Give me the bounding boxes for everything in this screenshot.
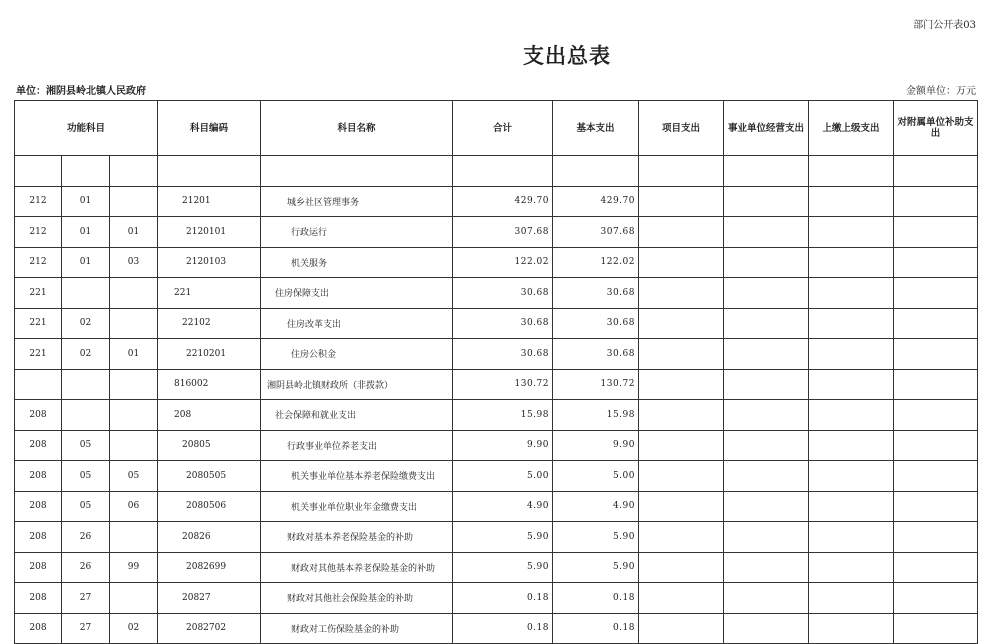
cell-function-item: 05 <box>62 430 110 461</box>
cell-project <box>639 217 724 248</box>
cell-upper <box>809 247 894 278</box>
cell-function-class: 221 <box>15 308 62 339</box>
cell-subsidy <box>894 308 978 339</box>
cell-subject-code: 21201 <box>158 186 261 217</box>
cell-subject-code: 20826 <box>158 522 261 553</box>
cell-upper <box>809 308 894 339</box>
cell-basic: 30.68 <box>553 278 639 309</box>
cell-function-subitem <box>110 522 158 553</box>
cell-business <box>724 583 809 614</box>
cell-total: 4.90 <box>453 491 553 522</box>
cell-upper <box>809 613 894 644</box>
header-total: 合计 <box>453 101 553 156</box>
cell-function-subitem: 01 <box>110 217 158 248</box>
cell-function-subitem: 05 <box>110 461 158 492</box>
cell-business <box>724 491 809 522</box>
header-business: 事业单位经营支出 <box>724 101 809 156</box>
cell-subsidy <box>894 186 978 217</box>
unit-label: 单位：湘阴县岭北镇人民政府 <box>16 86 146 97</box>
cell-business <box>724 552 809 583</box>
cell-function-class: 208 <box>15 430 62 461</box>
cell-subject-name: 机关事业单位基本养老保险缴费支出 <box>261 461 453 492</box>
cell-function-item: 05 <box>62 491 110 522</box>
cell-project <box>639 461 724 492</box>
cell-function-item: 26 <box>62 552 110 583</box>
cell-subsidy <box>894 278 978 309</box>
cell-subsidy <box>894 339 978 370</box>
cell-basic: 4.90 <box>553 491 639 522</box>
cell-function-class: 221 <box>15 339 62 370</box>
cell-subject-name: 财政对其他社会保险基金的补助 <box>261 583 453 614</box>
table-row <box>15 186 978 217</box>
header-subsidy: 对附属单位补助支出 <box>894 101 978 156</box>
cell-upper <box>809 430 894 461</box>
cell-subject-name: 机关服务 <box>261 247 453 278</box>
cell-subject-name: 行政运行 <box>261 217 453 248</box>
cell-project <box>639 583 724 614</box>
cell-total: 5.90 <box>453 522 553 553</box>
cell-subsidy <box>894 400 978 431</box>
cell-function-item: 26 <box>62 522 110 553</box>
cell-function-class: 208 <box>15 552 62 583</box>
cell-function-class: 221 <box>15 278 62 309</box>
cell-function-subitem <box>110 278 158 309</box>
cell-project <box>639 491 724 522</box>
cell-function-subitem <box>110 308 158 339</box>
cell-subject-code: 2210201 <box>158 339 261 370</box>
table-row <box>15 461 978 492</box>
cell-subject-code: 2080505 <box>158 461 261 492</box>
cell-upper <box>809 400 894 431</box>
header-upper: 上缴上级支出 <box>809 101 894 156</box>
cell-function-class: 212 <box>15 186 62 217</box>
header-subject-code: 科目编码 <box>158 101 261 156</box>
page-title: 支出总表 <box>523 44 611 68</box>
expenditure-table <box>14 100 978 644</box>
cell-function-class <box>15 369 62 400</box>
cell-function-item <box>62 278 110 309</box>
cell-total: 130.72 <box>453 369 553 400</box>
header-project: 项目支出 <box>639 101 724 156</box>
cell-function-item: 27 <box>62 613 110 644</box>
cell-business <box>724 247 809 278</box>
cell-basic: 307.68 <box>553 217 639 248</box>
cell-total: 5.00 <box>453 461 553 492</box>
cell-subject-code: 20827 <box>158 583 261 614</box>
header-subject-name: 科目名称 <box>261 101 453 156</box>
cell-basic: 5.90 <box>553 552 639 583</box>
cell-basic: 0.18 <box>553 583 639 614</box>
cell-subsidy <box>894 552 978 583</box>
cell-upper <box>809 583 894 614</box>
cell-function-item <box>62 369 110 400</box>
cell-subject-code: 208 <box>158 400 261 431</box>
cell-function-item <box>62 400 110 431</box>
table-row <box>15 278 978 309</box>
cell-subject-name: 财政对工伤保险基金的补助 <box>261 613 453 644</box>
cell-function-class: 212 <box>15 217 62 248</box>
cell-business <box>724 217 809 248</box>
cell-project <box>639 278 724 309</box>
cell-subject-code: 2120103 <box>158 247 261 278</box>
cell-subject-name: 机关事业单位职业年金缴费支出 <box>261 491 453 522</box>
cell-upper <box>809 217 894 248</box>
cell-subsidy <box>894 369 978 400</box>
cell-business <box>724 461 809 492</box>
cell-project <box>639 308 724 339</box>
cell-basic: 30.68 <box>553 339 639 370</box>
cell-upper <box>809 339 894 370</box>
cell-total: 0.18 <box>453 613 553 644</box>
cell-business <box>724 186 809 217</box>
cell-function-subitem <box>110 430 158 461</box>
cell-project <box>639 552 724 583</box>
cell-project <box>639 247 724 278</box>
cell-subject-code: 22102 <box>158 308 261 339</box>
cell-business <box>724 339 809 370</box>
cell-basic: 5.90 <box>553 522 639 553</box>
cell-subject-code: 2120101 <box>158 217 261 248</box>
cell-function-class: 208 <box>15 461 62 492</box>
cell-total: 307.68 <box>453 217 553 248</box>
cell-subsidy <box>894 613 978 644</box>
cell-total: 429.70 <box>453 186 553 217</box>
cell-subject-code: 2082699 <box>158 552 261 583</box>
cell-function-subitem <box>110 186 158 217</box>
cell-subject-name: 城乡社区管理事务 <box>261 186 453 217</box>
cell-subsidy <box>894 217 978 248</box>
cell-function-subitem <box>110 369 158 400</box>
cell-basic: 122.02 <box>553 247 639 278</box>
cell-upper <box>809 278 894 309</box>
cell-business <box>724 400 809 431</box>
cell-basic: 9.90 <box>553 430 639 461</box>
cell-business <box>724 308 809 339</box>
cell-subject-name: 住房改革支出 <box>261 308 453 339</box>
table-row <box>15 583 978 614</box>
cell-subject-name: 住房保障支出 <box>261 278 453 309</box>
cell-function-subitem: 06 <box>110 491 158 522</box>
cell-function-subitem <box>110 583 158 614</box>
money-unit-label: 金额单位：万元 <box>906 86 976 97</box>
cell-function-subitem <box>110 400 158 431</box>
table-row <box>15 400 978 431</box>
cell-function-subitem: 99 <box>110 552 158 583</box>
cell-project <box>639 369 724 400</box>
cell-function-class: 208 <box>15 613 62 644</box>
table-gap-row <box>15 156 978 187</box>
cell-total: 122.02 <box>453 247 553 278</box>
table-row <box>15 308 978 339</box>
cell-total: 0.18 <box>453 583 553 614</box>
cell-subsidy <box>894 491 978 522</box>
cell-subject-name: 财政对基本养老保险基金的补助 <box>261 522 453 553</box>
cell-function-item: 05 <box>62 461 110 492</box>
table-row <box>15 339 978 370</box>
cell-project <box>639 186 724 217</box>
cell-subsidy <box>894 583 978 614</box>
cell-upper <box>809 186 894 217</box>
cell-basic: 0.18 <box>553 613 639 644</box>
table-row <box>15 491 978 522</box>
cell-total: 30.68 <box>453 339 553 370</box>
cell-total: 30.68 <box>453 278 553 309</box>
cell-subject-code: 2080506 <box>158 491 261 522</box>
table-row <box>15 247 978 278</box>
cell-subsidy <box>894 522 978 553</box>
cell-function-subitem: 03 <box>110 247 158 278</box>
cell-subsidy <box>894 461 978 492</box>
cell-upper <box>809 552 894 583</box>
cell-function-item: 01 <box>62 186 110 217</box>
cell-function-item: 02 <box>62 308 110 339</box>
cell-business <box>724 369 809 400</box>
cell-function-item: 27 <box>62 583 110 614</box>
table-row <box>15 552 978 583</box>
cell-total: 30.68 <box>453 308 553 339</box>
cell-basic: 130.72 <box>553 369 639 400</box>
cell-basic: 15.98 <box>553 400 639 431</box>
cell-subject-name: 社会保障和就业支出 <box>261 400 453 431</box>
cell-upper <box>809 461 894 492</box>
table-row <box>15 430 978 461</box>
cell-business <box>724 430 809 461</box>
cell-function-item: 01 <box>62 217 110 248</box>
cell-subject-name: 住房公积金 <box>261 339 453 370</box>
cell-subsidy <box>894 430 978 461</box>
cell-subject-name: 行政事业单位养老支出 <box>261 430 453 461</box>
cell-function-item: 01 <box>62 247 110 278</box>
cell-project <box>639 522 724 553</box>
cell-function-class: 208 <box>15 583 62 614</box>
header-function-subject: 功能科目 <box>15 101 158 156</box>
cell-business <box>724 613 809 644</box>
cell-project <box>639 430 724 461</box>
cell-business <box>724 522 809 553</box>
cell-subject-code: 2082702 <box>158 613 261 644</box>
cell-subsidy <box>894 247 978 278</box>
form-code: 部门公开表03 <box>913 20 976 31</box>
cell-subject-name: 财政对其他基本养老保险基金的补助 <box>261 552 453 583</box>
cell-function-class: 208 <box>15 522 62 553</box>
header-basic: 基本支出 <box>553 101 639 156</box>
cell-subject-code: 221 <box>158 278 261 309</box>
cell-basic: 429.70 <box>553 186 639 217</box>
cell-total: 9.90 <box>453 430 553 461</box>
cell-function-class: 212 <box>15 247 62 278</box>
cell-upper <box>809 522 894 553</box>
table-row <box>15 613 978 644</box>
cell-function-item: 02 <box>62 339 110 370</box>
cell-function-subitem: 02 <box>110 613 158 644</box>
cell-subject-code: 816002 <box>158 369 261 400</box>
table-row <box>15 522 978 553</box>
cell-upper <box>809 491 894 522</box>
cell-total: 5.90 <box>453 552 553 583</box>
cell-subject-code: 20805 <box>158 430 261 461</box>
cell-function-class: 208 <box>15 400 62 431</box>
cell-upper <box>809 369 894 400</box>
cell-function-class: 208 <box>15 491 62 522</box>
cell-function-subitem: 01 <box>110 339 158 370</box>
table-header-row <box>15 101 978 156</box>
cell-project <box>639 400 724 431</box>
cell-basic: 30.68 <box>553 308 639 339</box>
cell-basic: 5.00 <box>553 461 639 492</box>
table-row <box>15 217 978 248</box>
cell-business <box>724 278 809 309</box>
cell-project <box>639 339 724 370</box>
table-row <box>15 369 978 400</box>
cell-subject-name: 湘阴县岭北镇财政所（非拨款） <box>261 369 453 400</box>
cell-project <box>639 613 724 644</box>
cell-total: 15.98 <box>453 400 553 431</box>
